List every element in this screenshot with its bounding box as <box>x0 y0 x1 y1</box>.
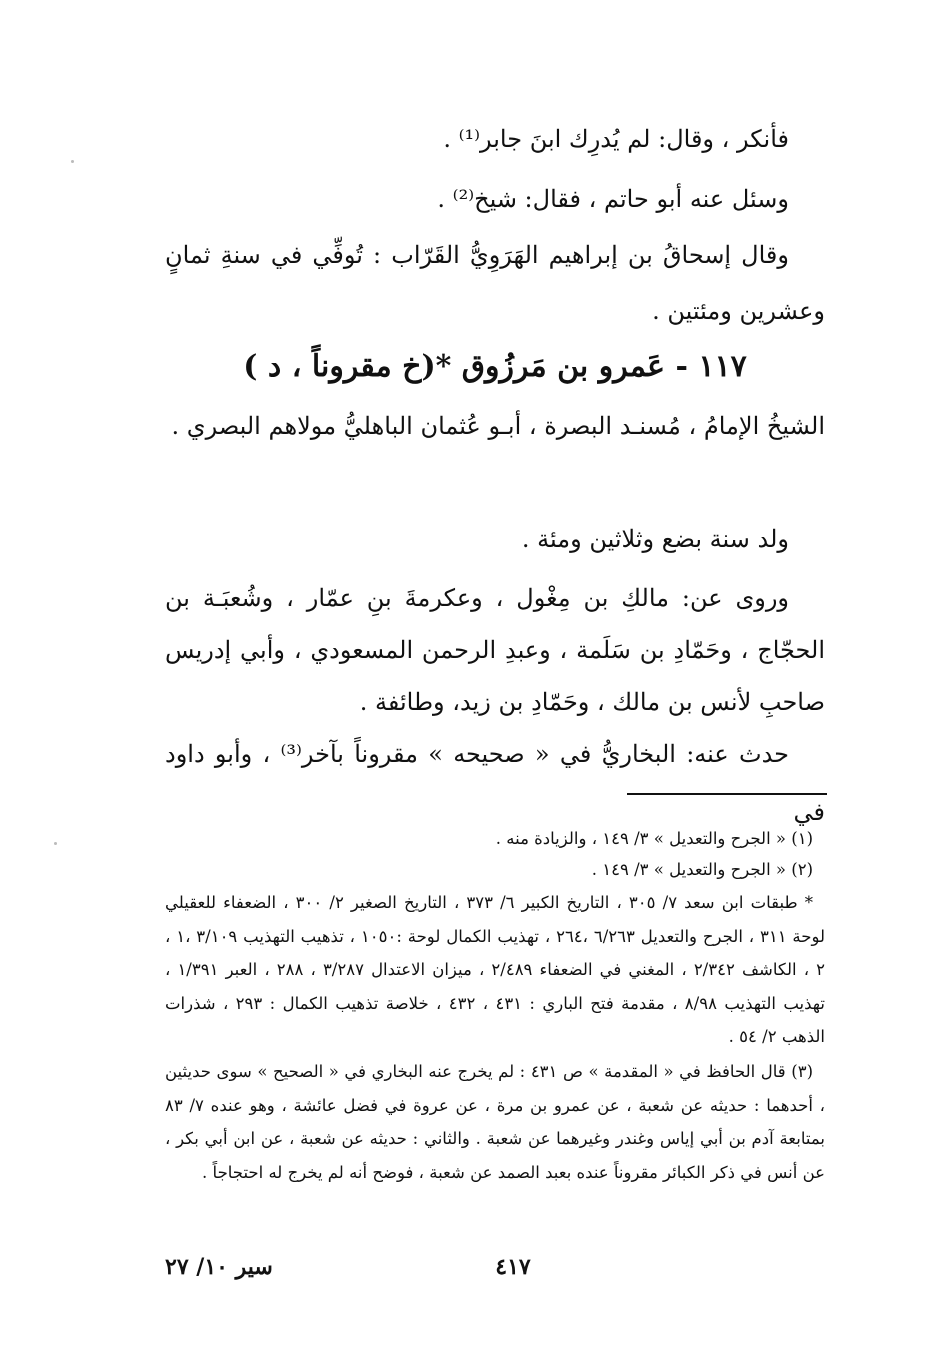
scan-speck <box>71 160 74 163</box>
paragraph-5: ولد سنة بضع وثلاثين ومئة . <box>521 525 789 553</box>
footnote-2: (٢) « الجرح والتعديل » ٣/ ١٤٩ . <box>591 860 813 879</box>
signature-mark: سير ١٠/ ٢٧ <box>165 1254 273 1280</box>
entry-heading: ١١٧ - عَمرو بن مَرزُوق *(خ مقروناً ، د ) <box>243 349 747 384</box>
footnote-3: (٣) قال الحافظ في « المقدمة » ص ٤٣١ : لم يخرج عنه البخاري في « الصحيح » سوى حديثين ، أحدهما : حديثه عن شعبة ، عن عمرو بن مرة ، عن عروة في فضل عائشة ، وهو عنده ٧/ ٨٣ بمتابعة آدم بن أبي إياس وغندر وغيرهما عن شعبة . والثاني : حديثه عن شعبة ، عن ابن أبي بكر ، عن أنس في ذكر الكبائر مقروناً عنده بعبد الصمد عن شعبة ، فوضح أنه لم يخرج له احتجاجاً . <box>165 1062 825 1182</box>
paragraph-7: حدث عنه: البخاريُّ في « صحيحه » مقروناً بآخر⁽³⁾ ، وأبو داود في <box>165 740 825 826</box>
paragraph-3: وقال إسحاقُ بن إبراهيم الهَرَوِيُّ القَرّاب : تُوفِّي في سنةِ ثمانٍ وعشرين ومئتين . <box>165 241 825 325</box>
footnote-1: (١) « الجرح والتعديل » ٣/ ١٤٩ ، والزيادة منه . <box>495 829 813 848</box>
footnote-rule <box>627 793 827 795</box>
paragraph-4: الشيخُ الإمامُ ، مُسنـد البصرة ، أبـو عُثمان الباهليُّ مولاهم البصري . <box>171 412 825 440</box>
paragraph-1: فأنكر ، وقال: لم يُدرِك ابنَ جابر⁽¹⁾ . <box>443 125 789 153</box>
paragraph-6: وروى عن: مالكِ بن مِغْول ، وعكرمةَ بنِ عمّار ، وشُعبَـة بن الحجّاج ، وحَمّادِ بن سَلَمة ، وعبدِ الرحمن المسعودي ، وأبي إدريس صاحبِ لأنس بن مالك ، وحَمّادِ بن زيد، وطائفة . <box>165 584 825 716</box>
paragraph-2: وسئل عنه أبو حاتم ، فقال: شيخ⁽²⁾ . <box>437 185 789 213</box>
scan-speck <box>54 842 57 845</box>
page-number: ٤١٧ <box>495 1254 531 1280</box>
footnote-sources: * طبقات ابن سعد ٧/ ٣٠٥ ، التاريخ الكبير ٦/ ٣٧٣ ، التاريخ الصغير ٢/ ٣٠٠ ، الضعفاء للعقيلي لوحة ٣١١ ، الجرح والتعديل ٦/٢٦٣ ،٢٦٤ ، تهذيب الكمال لوحة :١٠٥٠ ، تذهيب التهذيب ٣/١٠٩ ،١ ، ٢ ، الكاشف ٢/٣٤٢ ، المغني في الضعفاء ٢/٤٨٩ ، ميزان الاعتدال ٣/٢٨٧ ، ٢٨٨ ، العبر ١/٣٩١ ، تهذيب التهذيب ٨/٩٨ ، مقدمة فتح الباري : ٤٣١ ، ٤٣٢ ، خلاصة تذهيب الكمال : ٢٩٣ ، شذرات الذهب ٢/ ٥٤ . <box>165 893 826 1046</box>
